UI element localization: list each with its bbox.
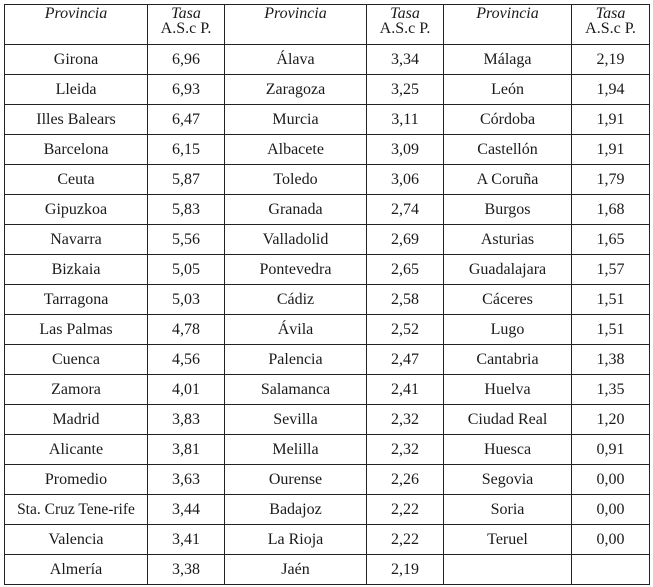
tasa-cell: 3,06 bbox=[367, 165, 444, 195]
table-row bbox=[5, 345, 650, 375]
table-row bbox=[5, 465, 650, 495]
tasa-cell: 0,00 bbox=[572, 465, 650, 495]
tasa-cell: 1,65 bbox=[572, 225, 650, 255]
provincia-cell: Melilla bbox=[225, 435, 367, 465]
provincia-cell: Asturias bbox=[444, 225, 572, 255]
provincia-cell: Toledo bbox=[225, 165, 367, 195]
provincia-cell: Córdoba bbox=[444, 105, 572, 135]
tasa-cell: 5,05 bbox=[148, 255, 225, 285]
tasa-cell: 3,44 bbox=[148, 495, 225, 525]
table-row bbox=[5, 555, 650, 585]
tasa-cell: 0,00 bbox=[572, 525, 650, 555]
provincia-cell: Cádiz bbox=[225, 285, 367, 315]
provincia-cell: Valencia bbox=[5, 525, 148, 555]
provincia-cell: Promedio bbox=[5, 465, 148, 495]
tasa-cell: 2,32 bbox=[367, 405, 444, 435]
tasa-cell: 6,15 bbox=[148, 135, 225, 165]
tasa-cell: 2,19 bbox=[572, 45, 650, 75]
tasa-cell: 2,32 bbox=[367, 435, 444, 465]
tasa-cell: 0,91 bbox=[572, 435, 650, 465]
provincia-cell: Huesca bbox=[444, 435, 572, 465]
provincia-cell: Lugo bbox=[444, 315, 572, 345]
tasa-cell: 5,83 bbox=[148, 195, 225, 225]
header-tasa-1: Tasa A.S.c P. bbox=[148, 5, 225, 45]
provincia-cell: Ourense bbox=[225, 465, 367, 495]
tasa-cell: 2,74 bbox=[367, 195, 444, 225]
provincia-cell: Palencia bbox=[225, 345, 367, 375]
tasa-cell: 3,41 bbox=[148, 525, 225, 555]
tasa-cell: 3,25 bbox=[367, 75, 444, 105]
tasa-cell: 2,47 bbox=[367, 345, 444, 375]
tasa-cell: 1,91 bbox=[572, 105, 650, 135]
table-row bbox=[5, 225, 650, 255]
provincia-cell: Ceuta bbox=[5, 165, 148, 195]
tasa-cell: 2,69 bbox=[367, 225, 444, 255]
tasa-cell: 3,38 bbox=[148, 555, 225, 585]
tasa-cell: 2,41 bbox=[367, 375, 444, 405]
provincia-cell: La Rioja bbox=[225, 525, 367, 555]
table-row bbox=[5, 525, 650, 555]
provincia-cell: Burgos bbox=[444, 195, 572, 225]
header-provincia-1: Provincia bbox=[5, 5, 148, 45]
tasa-cell: 5,56 bbox=[148, 225, 225, 255]
header-provincia-3: Provincia bbox=[444, 5, 572, 45]
tasa-cell: 6,47 bbox=[148, 105, 225, 135]
provincia-cell: Jaén bbox=[225, 555, 367, 585]
provincia-cell: Valladolid bbox=[225, 225, 367, 255]
provincia-cell: Navarra bbox=[5, 225, 148, 255]
tasa-cell: 2,65 bbox=[367, 255, 444, 285]
provincia-cell: Zaragoza bbox=[225, 75, 367, 105]
provincia-cell: Cuenca bbox=[5, 345, 148, 375]
table-row bbox=[5, 405, 650, 435]
provincia-cell: Huelva bbox=[444, 375, 572, 405]
tasa-cell: 3,63 bbox=[148, 465, 225, 495]
provincia-cell: Sta. Cruz Tene-rife bbox=[5, 495, 148, 525]
provincia-cell: Málaga bbox=[444, 45, 572, 75]
provincia-cell: Alicante bbox=[5, 435, 148, 465]
provincia-cell: Tarragona bbox=[5, 285, 148, 315]
provincia-cell: Salamanca bbox=[225, 375, 367, 405]
provincia-cell: Soria bbox=[444, 495, 572, 525]
provincia-cell: Granada bbox=[225, 195, 367, 225]
table-row bbox=[5, 285, 650, 315]
table-row bbox=[5, 135, 650, 165]
provincia-cell: Pontevedra bbox=[225, 255, 367, 285]
provincia-cell: Illes Balears bbox=[5, 105, 148, 135]
provincia-cell bbox=[444, 555, 572, 585]
tasa-cell: 2,52 bbox=[367, 315, 444, 345]
tasa-cell: 3,81 bbox=[148, 435, 225, 465]
provincia-cell: Castellón bbox=[444, 135, 572, 165]
tasa-cell: 1,35 bbox=[572, 375, 650, 405]
tasa-cell: 2,58 bbox=[367, 285, 444, 315]
tasa-cell: 6,93 bbox=[148, 75, 225, 105]
provincia-cell: Lleida bbox=[5, 75, 148, 105]
tasa-cell: 3,09 bbox=[367, 135, 444, 165]
table-row bbox=[5, 75, 650, 105]
provincia-cell: A Coruña bbox=[444, 165, 572, 195]
provincia-cell: León bbox=[444, 75, 572, 105]
tasa-cell: 6,96 bbox=[148, 45, 225, 75]
table-row bbox=[5, 435, 650, 465]
header-row bbox=[5, 5, 650, 45]
provincia-cell: Albacete bbox=[225, 135, 367, 165]
table-row bbox=[5, 375, 650, 405]
tasa-cell: 1,68 bbox=[572, 195, 650, 225]
provincia-cell: Almería bbox=[5, 555, 148, 585]
provincia-cell: Gipuzkoa bbox=[5, 195, 148, 225]
provincia-cell: Teruel bbox=[444, 525, 572, 555]
provincia-cell: Cantabria bbox=[444, 345, 572, 375]
tasa-cell: 4,56 bbox=[148, 345, 225, 375]
header-provincia-2: Provincia bbox=[225, 5, 367, 45]
tasa-cell bbox=[572, 555, 650, 585]
provincia-cell: Sevilla bbox=[225, 405, 367, 435]
tasa-cell: 5,03 bbox=[148, 285, 225, 315]
tasa-cell: 4,01 bbox=[148, 375, 225, 405]
tasa-cell: 3,83 bbox=[148, 405, 225, 435]
tasa-cell: 1,57 bbox=[572, 255, 650, 285]
tasa-cell: 2,22 bbox=[367, 525, 444, 555]
provincia-cell: Zamora bbox=[5, 375, 148, 405]
provincia-cell: Cáceres bbox=[444, 285, 572, 315]
tasa-cell: 2,19 bbox=[367, 555, 444, 585]
provincia-cell: Ávila bbox=[225, 315, 367, 345]
tasa-cell: 1,79 bbox=[572, 165, 650, 195]
provincia-cell: Badajoz bbox=[225, 495, 367, 525]
table-row bbox=[5, 495, 650, 525]
tasa-cell: 1,51 bbox=[572, 315, 650, 345]
provincia-cell: Álava bbox=[225, 45, 367, 75]
provincia-cell: Barcelona bbox=[5, 135, 148, 165]
tasa-cell: 2,26 bbox=[367, 465, 444, 495]
provincia-cell: Murcia bbox=[225, 105, 367, 135]
provincia-cell: Ciudad Real bbox=[444, 405, 572, 435]
tasa-cell: 3,34 bbox=[367, 45, 444, 75]
header-tasa-3: Tasa A.S.c P. bbox=[572, 5, 650, 45]
tasa-cell: 1,51 bbox=[572, 285, 650, 315]
tasa-cell: 1,38 bbox=[572, 345, 650, 375]
provincia-cell: Segovia bbox=[444, 465, 572, 495]
tasa-cell: 2,22 bbox=[367, 495, 444, 525]
provincia-cell: Bizkaia bbox=[5, 255, 148, 285]
rates-table bbox=[4, 4, 650, 585]
provincia-cell: Madrid bbox=[5, 405, 148, 435]
tasa-cell: 5,87 bbox=[148, 165, 225, 195]
tasa-cell: 0,00 bbox=[572, 495, 650, 525]
tasa-cell: 1,91 bbox=[572, 135, 650, 165]
provincia-cell: Girona bbox=[5, 45, 148, 75]
table-row bbox=[5, 255, 650, 285]
provincia-cell: Las Palmas bbox=[5, 315, 148, 345]
table-row bbox=[5, 315, 650, 345]
table-row bbox=[5, 105, 650, 135]
tasa-cell: 4,78 bbox=[148, 315, 225, 345]
table-row bbox=[5, 195, 650, 225]
table-row bbox=[5, 45, 650, 75]
tasa-cell: 1,20 bbox=[572, 405, 650, 435]
tasa-cell: 3,11 bbox=[367, 105, 444, 135]
provincia-cell: Guadalajara bbox=[444, 255, 572, 285]
tasa-cell: 1,94 bbox=[572, 75, 650, 105]
table-body bbox=[5, 45, 650, 585]
table-row bbox=[5, 165, 650, 195]
header-tasa-2: Tasa A.S.c P. bbox=[367, 5, 444, 45]
